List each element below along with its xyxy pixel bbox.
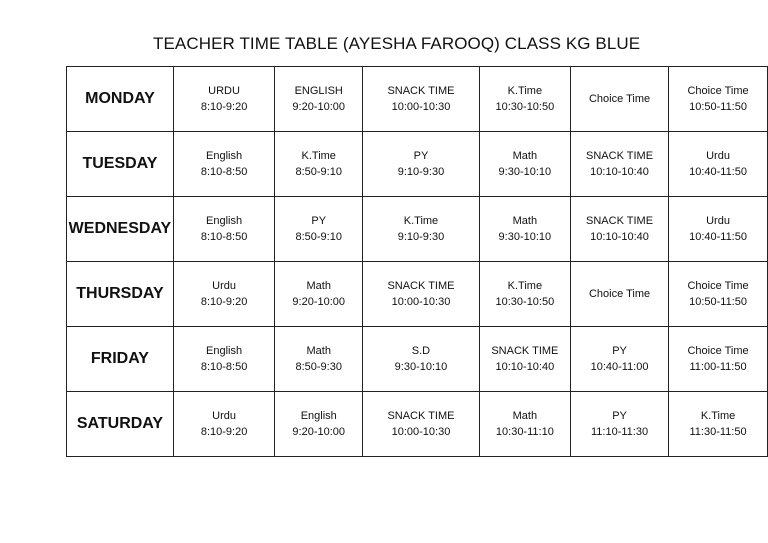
period-subject: K.Time (403, 215, 439, 227)
period-cell (275, 132, 363, 197)
period-cell (479, 392, 570, 457)
period-subject: Math (306, 345, 331, 357)
period-cell (479, 327, 570, 392)
period-time: 10:30-10:50 (495, 296, 555, 308)
period-time: 10:50-11:50 (689, 296, 747, 308)
period-subject: K.Time (301, 150, 336, 162)
period-time: 9:30-10:10 (498, 166, 552, 178)
period-subject: K.Time (507, 85, 543, 97)
period-subject: Math (512, 410, 538, 422)
period-subject: Choice Time (687, 345, 749, 357)
period-subject: Urdu (212, 280, 236, 292)
period-cell (479, 197, 570, 262)
period-time: 9:20-10:00 (292, 101, 346, 113)
period-time: 9:10-9:30 (397, 166, 445, 178)
period-subject: SNACK TIME (387, 410, 455, 422)
period-time: 10:30-11:10 (495, 426, 554, 438)
period-cell (669, 132, 768, 197)
period-cell (669, 327, 768, 392)
period-time: 8:10-9:20 (200, 101, 248, 113)
period-cell (571, 262, 669, 327)
period-cell (275, 67, 363, 132)
day-cell: FRIDAY (67, 327, 174, 392)
period-subject: SNACK TIME (586, 150, 654, 162)
table-row (67, 132, 768, 197)
period-cell (363, 262, 480, 327)
period-subject: SNACK TIME (387, 85, 455, 97)
period-cell (173, 132, 274, 197)
period-cell (571, 327, 669, 392)
period-time: 11:10-11:30 (590, 426, 649, 438)
period-cell (363, 67, 480, 132)
period-subject: Math (512, 150, 538, 162)
period-cell (173, 262, 274, 327)
period-time: 10:40-11:00 (590, 361, 649, 373)
period-subject: K.Time (507, 280, 543, 292)
period-time: 9:30-10:10 (394, 361, 448, 373)
period-subject: Math (512, 215, 538, 227)
period-subject: S.D (411, 345, 431, 357)
period-time: 9:30-10:10 (498, 231, 552, 243)
period-cell (363, 197, 480, 262)
period-cell (669, 67, 768, 132)
period-subject: SNACK TIME (491, 345, 559, 357)
period-subject: English (300, 410, 337, 422)
period-cell (173, 67, 274, 132)
period-cell (571, 197, 669, 262)
period-time: 10:00-10:30 (391, 101, 451, 113)
period-cell (363, 327, 480, 392)
period-cell (479, 132, 570, 197)
period-time: 10:10-10:40 (590, 166, 649, 178)
period-cell (571, 67, 669, 132)
period-cell (363, 132, 480, 197)
period-time: 10:00-10:30 (391, 296, 451, 308)
period-cell (669, 262, 768, 327)
period-subject: Math (306, 280, 331, 292)
period-cell (275, 197, 363, 262)
period-cell (479, 67, 570, 132)
period-cell (571, 132, 669, 197)
period-time: 10:10-10:40 (495, 361, 555, 373)
period-cell (275, 327, 363, 392)
period-subject: PY (612, 345, 627, 357)
period-time: 9:10-9:30 (397, 231, 445, 243)
timetable-title: TEACHER TIME TABLE (AYESHA FAROOQ) CLASS KG BLUE (153, 34, 641, 53)
timetable (66, 66, 768, 457)
period-time: 8:50-9:10 (295, 231, 342, 243)
period-time: 8:10-9:20 (200, 296, 248, 308)
period-subject: English (206, 345, 243, 357)
period-cell (275, 262, 363, 327)
period-time: 8:10-8:50 (200, 166, 248, 178)
period-time: 8:10-8:50 (200, 361, 248, 373)
period-time: 11:30-11:50 (689, 426, 747, 438)
period-subject: ENGLISH (294, 85, 343, 97)
day-cell: MONDAY (67, 67, 174, 132)
period-cell (173, 327, 274, 392)
period-cell (173, 392, 274, 457)
period-cell (669, 197, 768, 262)
period-time: 10:40-11:50 (689, 166, 747, 178)
period-subject: PY (311, 215, 327, 227)
period-subject: PY (413, 150, 429, 162)
table-row (67, 197, 768, 262)
period-cell (669, 392, 768, 457)
period-subject: English (206, 215, 243, 227)
period-time: 8:10-8:50 (200, 231, 248, 243)
period-time: 10:50-11:50 (689, 101, 747, 113)
period-subject: Urdu (706, 150, 730, 162)
period-subject: Choice Time (588, 288, 651, 300)
period-cell (571, 392, 669, 457)
period-subject: Choice Time (687, 280, 749, 292)
period-subject: Choice Time (588, 93, 651, 105)
period-time: 11:00-11:50 (689, 361, 747, 373)
day-cell: SATURDAY (67, 392, 174, 457)
timetable-body (67, 67, 768, 457)
period-subject: Urdu (212, 410, 236, 422)
period-cell (363, 392, 480, 457)
period-time: 9:20-10:00 (292, 426, 346, 438)
table-row (67, 327, 768, 392)
period-cell (275, 392, 363, 457)
table-row (67, 67, 768, 132)
period-time: 10:10-10:40 (590, 231, 649, 243)
period-subject: SNACK TIME (586, 215, 654, 227)
period-subject: English (206, 150, 243, 162)
period-time: 8:50-9:10 (295, 166, 342, 178)
day-cell: WEDNESDAY (67, 197, 174, 262)
period-cell (479, 262, 570, 327)
period-subject: SNACK TIME (387, 280, 455, 292)
table-row (67, 262, 768, 327)
period-cell (173, 197, 274, 262)
period-time: 8:50-9:30 (295, 361, 342, 373)
day-cell: THURSDAY (67, 262, 174, 327)
period-subject: URDU (208, 85, 240, 97)
day-cell: TUESDAY (67, 132, 174, 197)
period-time: 10:00-10:30 (391, 426, 451, 438)
period-time: 10:30-10:50 (495, 101, 555, 113)
period-subject: Choice Time (687, 85, 749, 97)
period-subject: K.Time (700, 410, 736, 422)
period-time: 8:10-9:20 (200, 426, 248, 438)
period-time: 10:40-11:50 (689, 231, 747, 243)
period-subject: Urdu (706, 215, 730, 227)
table-row (67, 392, 768, 457)
period-subject: PY (612, 410, 627, 422)
period-time: 9:20-10:00 (292, 296, 346, 308)
